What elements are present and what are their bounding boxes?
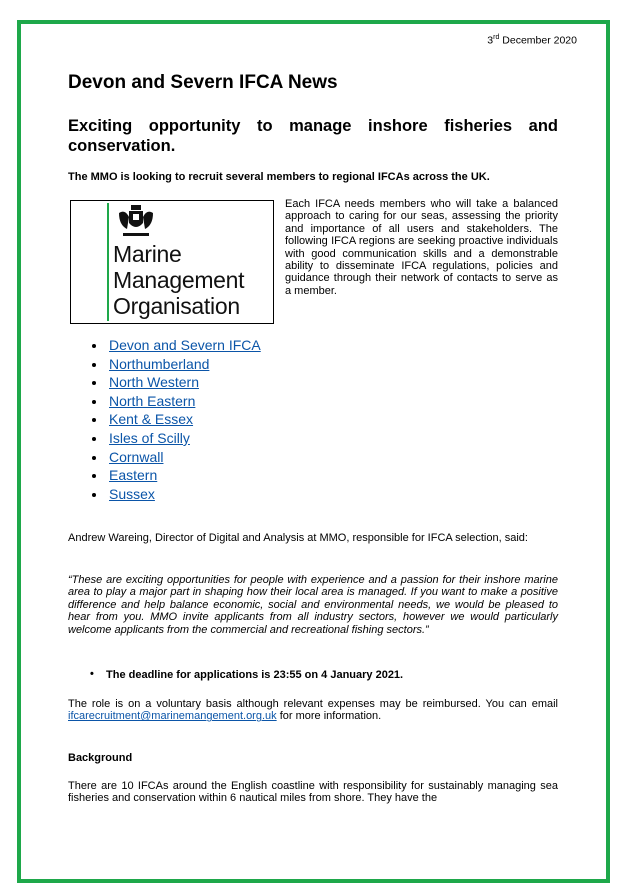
region-link[interactable]: Devon and Severn IFCA <box>109 337 261 353</box>
list-item <box>107 466 261 485</box>
list-item <box>107 429 261 448</box>
page-title: Devon and Severn IFCA News <box>68 72 338 93</box>
logo-wordmark: Marine Management Organisation <box>113 241 245 319</box>
region-link[interactable]: Cornwall <box>109 448 164 465</box>
royal-crest-icon <box>111 203 161 243</box>
background-paragraph: There are 10 IFCAs around the English coastline with responsibility for sustainably managing sea fisheries and conservation within 6 nautical miles from shore. They have the <box>68 780 558 805</box>
intro-paragraph: Each IFCA needs members who will take a balanced approach to caring for our seas, assessing the priority and importance of all users and stakeholders. The following IFCA regions are seeking proactive individuals with good communication skills and a demonstrable ability to disseminate IFCA regulations, policies and guidance through their network of contacts to serve as a member. <box>285 198 558 297</box>
region-link[interactable]: Kent & Essex <box>109 411 194 428</box>
list-item <box>107 373 261 392</box>
role-paragraph: The role is on a voluntary basis although relevant expenses may be reimbursed. You can email ifcarecruitment@marinemangement.org.uk for more information. <box>68 698 558 723</box>
list-item <box>107 392 261 411</box>
region-link[interactable]: North Western <box>109 374 199 391</box>
region-link[interactable]: Isles of Scilly <box>109 429 190 446</box>
regions-list <box>68 336 261 503</box>
background-heading: Background <box>68 752 133 764</box>
list-item <box>107 410 261 429</box>
region-link[interactable]: Sussex <box>109 485 155 502</box>
region-link[interactable]: Eastern <box>109 467 158 484</box>
logo-green-bar <box>107 203 109 321</box>
speaker-paragraph: Andrew Wareing, Director of Digital and Analysis at MMO, responsible for IFCA selection, said: <box>68 532 528 544</box>
quote-paragraph: “These are exciting opportunities for people with experience and a passion for their inshore marine area to play a major part in shaping how their local area is managed. If you want to make a positive difference and help balance economic, social and environmental needs, we would be pleased to hear from you. MMO invite applicants from all industry sectors, however we would particularly welcome applicants from the commercial and recreational fishing sectors.” <box>68 574 558 636</box>
date-line: 3rd December 2020 <box>487 34 577 47</box>
mmo-logo <box>70 200 274 324</box>
list-item <box>107 355 261 374</box>
article-subtitle: Exciting opportunity to manage inshore fisheries and conservation. <box>68 117 558 155</box>
region-link[interactable]: North Eastern <box>109 392 196 409</box>
region-link[interactable]: Northumberland <box>109 355 210 372</box>
email-link[interactable]: ifcarecruitment@marinemangement.org.uk <box>68 710 277 723</box>
list-item <box>107 485 261 504</box>
list-item <box>107 336 261 355</box>
list-item <box>107 448 261 467</box>
bullet-icon: • <box>90 668 94 680</box>
lead-paragraph: The MMO is looking to recruit several members to regional IFCAs across the UK. <box>68 171 490 183</box>
